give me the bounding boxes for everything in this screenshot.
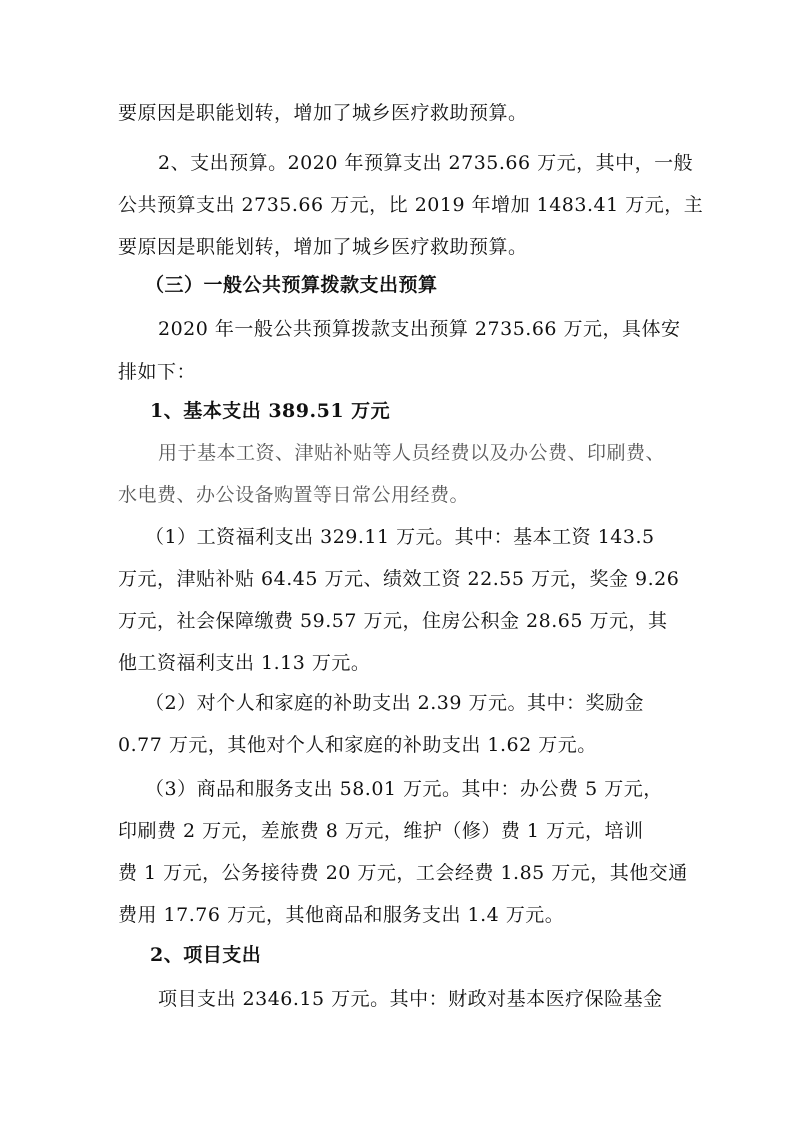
text-line: 0.77 万元，其他对个人和家庭的补助支出 1.62 万元。 bbox=[118, 734, 597, 756]
text-line: 万元，社会保障缴费 59.57 万元，住房公积金 28.65 万元，其 bbox=[118, 610, 668, 632]
section-heading: （三）一般公共预算拨款支出预算 bbox=[145, 274, 438, 296]
text-line: （3）商品和服务支出 58.01 万元。其中：办公费 5 万元， bbox=[145, 778, 663, 800]
text-line: 万元，津贴补贴 64.45 万元、绩效工资 22.55 万元，奖金 9.26 bbox=[118, 568, 680, 590]
text-line: 印刷费 2 万元，差旅费 8 万元，维护（修）费 1 万元，培训 bbox=[118, 820, 644, 842]
text-line: 要原因是职能划转，增加了城乡医疗救助预算。 bbox=[118, 102, 528, 124]
text-line: （2）对个人和家庭的补助支出 2.39 万元。其中：奖励金 bbox=[145, 692, 644, 714]
text-line: （1）工资福利支出 329.11 万元。其中：基本工资 143.5 bbox=[145, 526, 655, 548]
text-line: 用于基本工资、津贴补贴等人员经费以及办公费、印刷费、 bbox=[158, 442, 666, 464]
text-line: 项目支出 2346.15 万元。其中：财政对基本医疗保险基金 bbox=[158, 988, 663, 1010]
text-line: 费 1 万元，公务接待费 20 万元，工会经费 1.85 万元，其他交通 bbox=[118, 862, 688, 884]
text-line: 公共预算支出 2735.66 万元，比 2019 年增加 1483.41 万元，主 bbox=[118, 194, 704, 216]
text-line: 排如下： bbox=[118, 361, 197, 383]
text-line: 水电费、办公设备购置等日常公用经费。 bbox=[118, 484, 470, 506]
text-line: 要原因是职能划转，增加了城乡医疗救助预算。 bbox=[118, 236, 528, 258]
subsection-heading: 1、基本支出 389.51 万元 bbox=[150, 400, 391, 422]
text-line: 2020 年一般公共预算拨款支出预算 2735.66 万元，具体安 bbox=[158, 318, 681, 340]
subsection-heading: 2、项目支出 bbox=[150, 944, 262, 966]
text-line: 费用 17.76 万元，其他商品和服务支出 1.4 万元。 bbox=[118, 904, 565, 926]
text-line: 2、支出预算。2020 年预算支出 2735.66 万元，其中，一般 bbox=[158, 152, 694, 174]
text-line: 他工资福利支出 1.13 万元。 bbox=[118, 652, 371, 674]
